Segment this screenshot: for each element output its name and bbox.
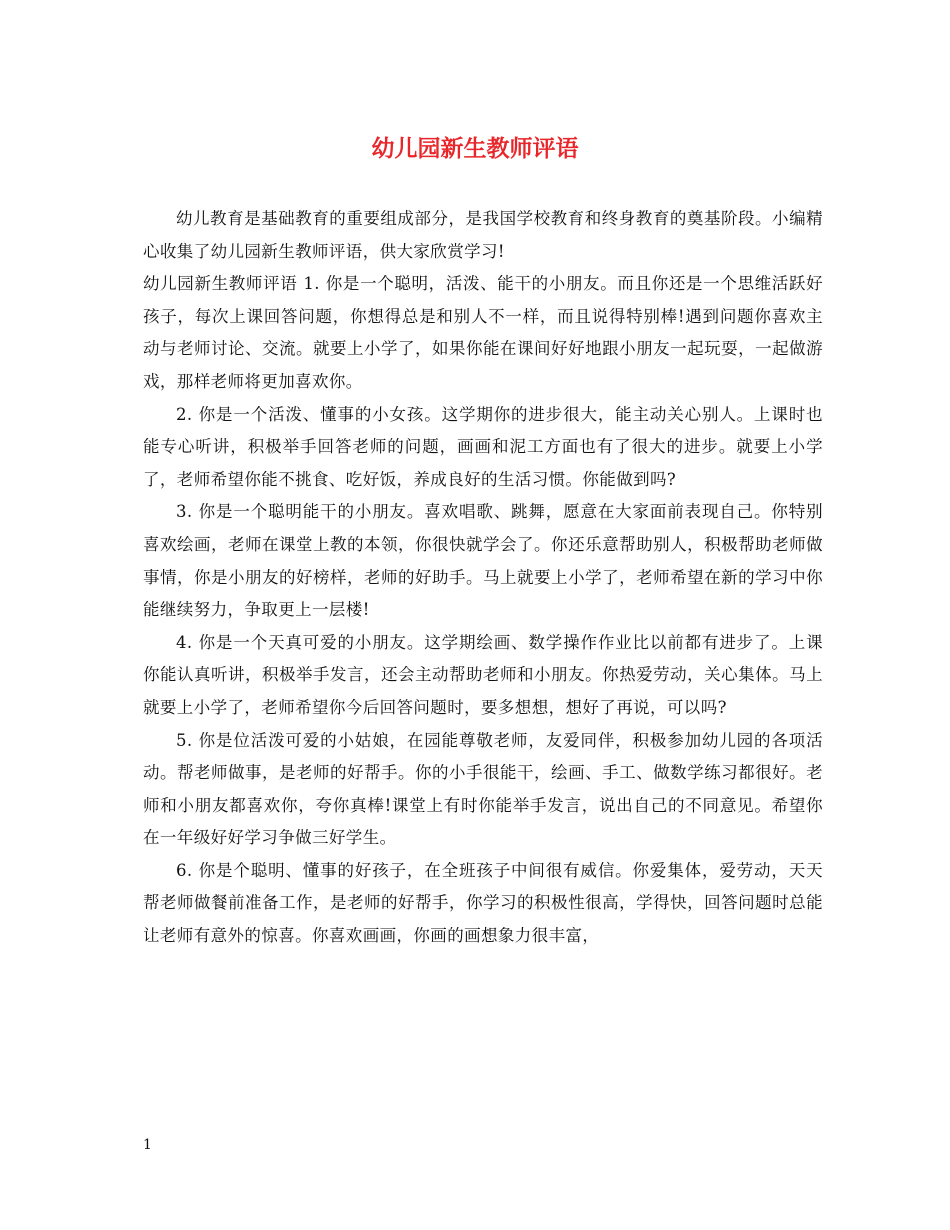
comment-6: 6. 你是个聪明、懂事的好孩子，在全班孩子中间很有威信。你爱集体，爱劳动，天天帮老师做餐前准备工作，是老师的好帮手，你学习的积极性很高，学得快，回答问题时总能让老师有意外的惊喜。你喜欢画画，你画的画想象力很丰富， (143, 860, 823, 946)
document-title: 幼儿园新生教师评语 (371, 135, 579, 162)
first-comment-paragraph (143, 268, 823, 398)
page-number: 1 (143, 1137, 152, 1153)
comment-1: 1. 你是一个聪明，活泼、能干的小朋友。而且你还是一个思维活跃好孩子，每次上课回答问题，你想得总是和别人不一样，而且说得特别棒!遇到问题你喜欢主动与老师讨论、交流。就要上小学了，如果你能在课间好好地跟小朋友一起玩耍，一起做游戏，那样老师将更加喜欢你。 (143, 274, 823, 391)
intro-paragraph: 幼儿教育是基础教育的重要组成部分，是我国学校教育和终身教育的奠基阶段。小编精心收集了幼儿园新生教师评语，供大家欣赏学习! (143, 209, 823, 261)
comment-4: 4. 你是一个天真可爱的小朋友。这学期绘画、数学操作作业比以前都有进步了。上课你能认真听讲，积极举手发言，还会主动帮助老师和小朋友。你热爱劳动，关心集体。马上就要上小学了，老师希望你今后回答问题时，要多想想，想好了再说，可以吗? (143, 632, 823, 717)
section-heading: 幼儿园新生教师评语 (143, 274, 298, 294)
comment-2: 2. 你是一个活泼、懂事的小女孩。这学期你的进步很大，能主动关心别人。上课时也能专心听讲，积极举手回答老师的问题，画画和泥工方面也有了很大的进步。就要上小学了，老师希望你能不挑食、吃好饭，养成良好的生活习惯。你能做到吗? (143, 404, 823, 489)
comment-5: 5. 你是位活泼可爱的小姑娘，在园能尊敬老师，友爱同伴，积极参加幼儿园的各项活动。帮老师做事，是老师的好帮手。你的小手很能干，绘画、手工、做数学练习都很好。老师和小朋友都喜欢你，夸你真棒!课堂上有时你能举手发言，说出自己的不同意见。希望你在一年级好好学习争做三好学生。 (143, 730, 823, 848)
document-body (143, 203, 823, 953)
comment-3: 3. 你是一个聪明能干的小朋友。喜欢唱歌、跳舞，愿意在大家面前表现自己。你特别喜欢绘画，老师在课堂上教的本领，你很快就学会了。你还乐意帮助别人，积极帮助老师做事情，你是小朋友的好榜样，老师的好助手。马上就要上小学了，老师希望在新的学习中你能继续努力，争取更上一层楼! (143, 502, 823, 620)
